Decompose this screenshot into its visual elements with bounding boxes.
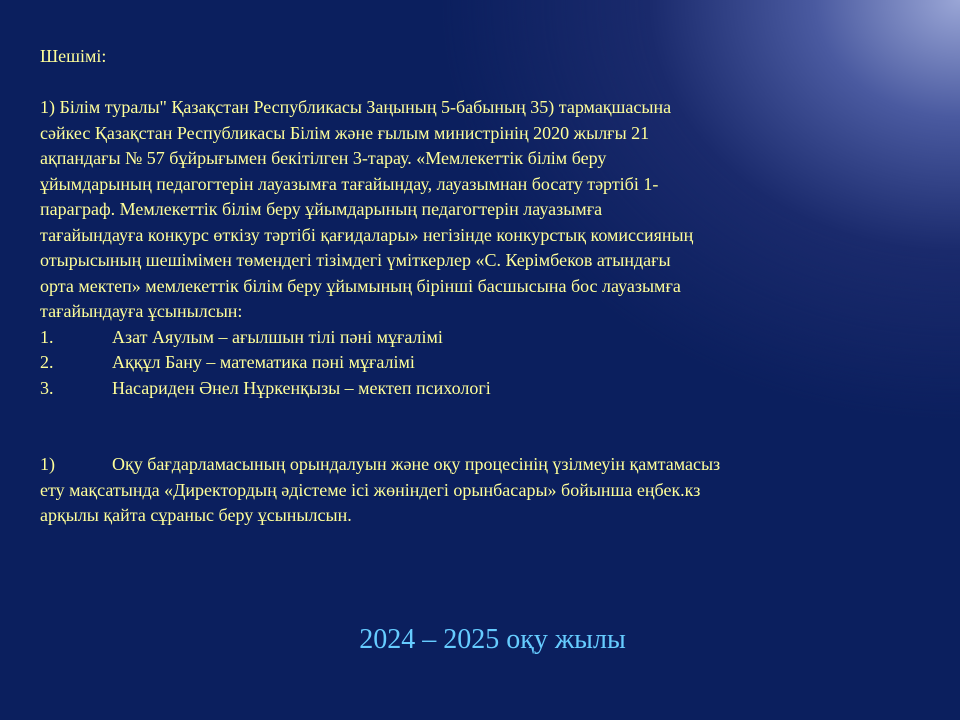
decision-text-block — [40, 44, 935, 529]
paragraph-line: ақпандағы № 57 бұйрығымен бекітілген 3-тарау. «Мемлекеттік білім беру — [40, 148, 607, 168]
paragraph-line: ұйымдарының педагогтерін лауазымға тағайындау, лауазымнан босату тәртібі 1- — [40, 173, 659, 194]
blank-line — [40, 70, 935, 96]
candidate-number: 1. — [40, 326, 54, 347]
decision2-number: 1) — [40, 454, 55, 474]
candidate-text: Насариден Әнел Нұркенқызы – мектеп психологі — [112, 377, 491, 398]
paragraph-line: параграф. Мемлекеттік білім беру ұйымдарының педагогтерін лауазымға — [40, 199, 603, 219]
candidate-number: 2. — [40, 352, 54, 372]
decision-heading: Шешімі: — [40, 46, 107, 66]
decision2-first-line — [40, 452, 935, 478]
paragraph-line: сәйкес Қазақстан Республикасы Білім және ғылым министрінің 2020 жылғы 21 — [40, 122, 650, 143]
candidate-text: Азат Аяулым – ағылшын тілі пәні мұғалімі — [112, 326, 443, 347]
decision2-line: арқылы қайта сұраныс беру ұсынылсын. — [40, 505, 352, 525]
candidate-item — [40, 350, 935, 376]
academic-year-footer: 2024 – 2025 оқу жылы — [359, 624, 626, 655]
paragraph-line: отырысының шешімімен төмендегі тізімдегі үміткерлер «С. Керімбеков атындағы — [40, 250, 671, 270]
candidate-item — [40, 376, 935, 402]
paragraph-line: 1) Білім туралы" Қазақстан Республикасы Заңының 5-бабының 35) тармақшасына — [40, 97, 672, 117]
blank-space — [40, 401, 935, 452]
paragraph-line: тағайындауға конкурс өткізу тәртібі қағидалары» негізінде конкурстық комиссияның — [40, 224, 694, 245]
candidate-text: Аққұл Бану – математика пәні мұғалімі — [112, 352, 415, 372]
candidate-item — [40, 325, 935, 351]
decision2-text: Оқу бағдарламасының орындалуын және оқу процесінің үзілмеуін қамтамасыз — [112, 454, 721, 474]
paragraph-line: тағайындауға ұсынылсын: — [40, 301, 243, 321]
paragraph-line: орта мектеп» мемлекеттік білім беру ұйымының бірінші басшысына бос лауазымға — [40, 275, 681, 296]
decision2-line: ету мақсатында «Директордың әдістеме ісі жөніндегі орынбасары» бойынша еңбек.кз — [40, 479, 701, 500]
candidate-number: 3. — [40, 377, 54, 398]
